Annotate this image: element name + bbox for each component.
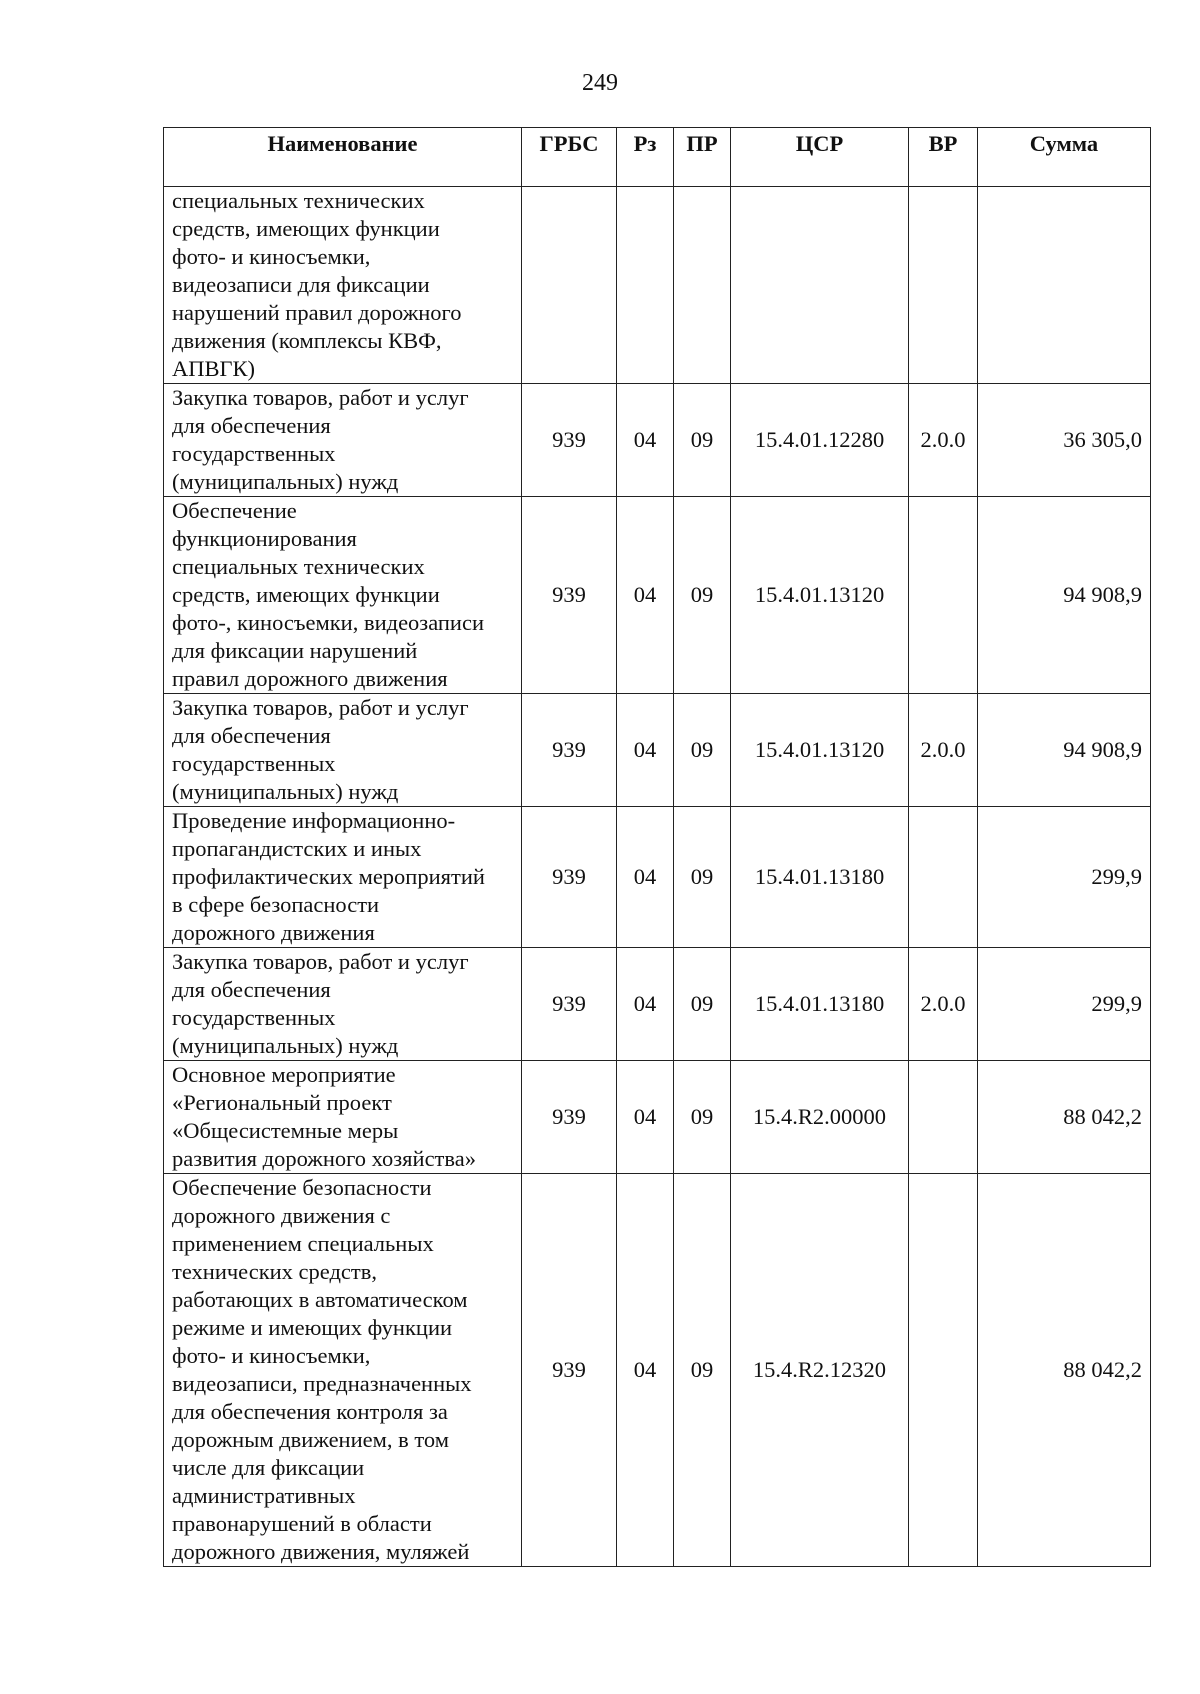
row-grbs: 939 [522, 948, 617, 1061]
row-name-line: режиме и имеющих функции [172, 1315, 453, 1340]
budget-table [163, 127, 1151, 1567]
row-name [164, 1174, 522, 1567]
row-name-line: применением специальных [172, 1231, 434, 1256]
row-name-line: видеозаписи для фиксации [172, 272, 430, 297]
row-rz: 04 [617, 384, 674, 497]
row-name-line: Закупка товаров, работ и услуг [172, 949, 469, 974]
row-vr [909, 497, 978, 694]
row-pr: 09 [674, 1174, 731, 1567]
row-name-line: движения (комплексы КВФ, [172, 328, 442, 353]
row-name-line: (муниципальных) нужд [172, 1033, 399, 1058]
row-csr: 15.4.01.13120 [731, 694, 909, 807]
header-pr: ПР [674, 128, 731, 187]
row-grbs: 939 [522, 497, 617, 694]
row-name-line: государственных [172, 751, 336, 776]
row-name [164, 187, 522, 384]
row-vr: 2.0.0 [909, 384, 978, 497]
row-name-line: для обеспечения [172, 723, 331, 748]
row-name [164, 1061, 522, 1174]
row-grbs: 939 [522, 694, 617, 807]
row-csr: 15.4.01.13180 [731, 807, 909, 948]
row-name-line: функционирования [172, 526, 357, 551]
row-name-line: пропагандистских и иных [172, 836, 422, 861]
header-sum: Сумма [978, 128, 1151, 187]
row-vr [909, 1174, 978, 1567]
row-pr: 09 [674, 1061, 731, 1174]
row-rz [617, 187, 674, 384]
row-vr: 2.0.0 [909, 694, 978, 807]
row-csr: 15.4.R2.00000 [731, 1061, 909, 1174]
row-name-line: фото- и киносъемки, [172, 1343, 371, 1368]
row-rz: 04 [617, 497, 674, 694]
row-csr: 15.4.01.13120 [731, 497, 909, 694]
table-row [164, 1174, 1151, 1567]
row-sum: 94 908,9 [978, 497, 1151, 694]
row-rz: 04 [617, 694, 674, 807]
row-sum: 88 042,2 [978, 1174, 1151, 1567]
page-number: 249 [582, 70, 618, 96]
row-name-line: для обеспечения [172, 977, 331, 1002]
row-name-line: средств, имеющих функции [172, 582, 440, 607]
row-sum: 299,9 [978, 807, 1151, 948]
row-name-line: Обеспечение [172, 498, 297, 523]
header-grbs: ГРБС [522, 128, 617, 187]
row-name-line: Основное мероприятие [172, 1062, 396, 1087]
row-rz: 04 [617, 1061, 674, 1174]
row-name-line: Проведение информационно- [172, 808, 456, 833]
row-name-line: АПВГК) [172, 356, 256, 381]
table-row [164, 1061, 1151, 1174]
row-pr [674, 187, 731, 384]
row-name-line: числе для фиксации [172, 1455, 365, 1480]
row-name-line: Закупка товаров, работ и услуг [172, 385, 469, 410]
table-body [164, 187, 1151, 1567]
row-name [164, 694, 522, 807]
header-name: Наименование [164, 128, 522, 187]
row-name-line: дорожного движения [172, 920, 375, 945]
row-csr: 15.4.01.12280 [731, 384, 909, 497]
row-pr: 09 [674, 694, 731, 807]
row-name-line: нарушений правил дорожного [172, 300, 462, 325]
row-name-line: Обеспечение безопасности [172, 1175, 432, 1200]
row-name-line: средств, имеющих функции [172, 216, 440, 241]
row-vr [909, 187, 978, 384]
row-sum: 88 042,2 [978, 1061, 1151, 1174]
row-name [164, 948, 522, 1061]
row-vr [909, 807, 978, 948]
row-name-line: (муниципальных) нужд [172, 779, 399, 804]
row-name-line: дорожного движения, муляжей [172, 1539, 470, 1564]
row-vr [909, 1061, 978, 1174]
row-sum: 94 908,9 [978, 694, 1151, 807]
row-name-line: специальных технических [172, 188, 425, 213]
row-csr [731, 187, 909, 384]
row-rz: 04 [617, 807, 674, 948]
row-sum: 36 305,0 [978, 384, 1151, 497]
row-name-line: государственных [172, 441, 336, 466]
row-name-line: видеозаписи, предназначенных [172, 1371, 472, 1396]
row-name-line: «Общесистемные меры [172, 1118, 399, 1143]
row-grbs: 939 [522, 384, 617, 497]
table-row [164, 384, 1151, 497]
row-csr: 15.4.01.13180 [731, 948, 909, 1061]
row-rz: 04 [617, 1174, 674, 1567]
row-rz: 04 [617, 948, 674, 1061]
header-vr: ВР [909, 128, 978, 187]
table-row [164, 694, 1151, 807]
table-row [164, 187, 1151, 384]
row-vr: 2.0.0 [909, 948, 978, 1061]
row-name-line: дорожным движением, в том [172, 1427, 449, 1452]
row-pr: 09 [674, 807, 731, 948]
header-rz: Рз [617, 128, 674, 187]
row-csr: 15.4.R2.12320 [731, 1174, 909, 1567]
row-name-line: развития дорожного хозяйства» [172, 1146, 476, 1171]
row-name-line: технических средств, [172, 1259, 377, 1284]
row-grbs: 939 [522, 1174, 617, 1567]
row-name [164, 384, 522, 497]
row-grbs: 939 [522, 1061, 617, 1174]
table-row [164, 948, 1151, 1061]
row-name-line: правил дорожного движения [172, 666, 448, 691]
row-sum [978, 187, 1151, 384]
row-name [164, 497, 522, 694]
row-name-line: (муниципальных) нужд [172, 469, 399, 494]
row-name-line: для фиксации нарушений [172, 638, 418, 663]
row-pr: 09 [674, 497, 731, 694]
row-name-line: для обеспечения [172, 413, 331, 438]
row-name [164, 807, 522, 948]
row-name-line: специальных технических [172, 554, 425, 579]
row-pr: 09 [674, 384, 731, 497]
row-name-line: для обеспечения контроля за [172, 1399, 448, 1424]
header-row [164, 128, 1151, 187]
row-name-line: фото- и киносъемки, [172, 244, 371, 269]
row-name-line: профилактических мероприятий [172, 864, 485, 889]
row-name-line: правонарушений в области [172, 1511, 432, 1536]
row-name-line: фото-, киносъемки, видеозаписи [172, 610, 484, 635]
row-sum: 299,9 [978, 948, 1151, 1061]
row-grbs: 939 [522, 807, 617, 948]
row-name-line: административных [172, 1483, 356, 1508]
table-row [164, 497, 1151, 694]
row-name-line: дорожного движения с [172, 1203, 391, 1228]
row-name-line: Закупка товаров, работ и услуг [172, 695, 469, 720]
row-name-line: государственных [172, 1005, 336, 1030]
row-name-line: работающих в автоматическом [172, 1287, 468, 1312]
row-name-line: в сфере безопасности [172, 892, 380, 917]
row-name-line: «Региональный проект [172, 1090, 392, 1115]
table-row [164, 807, 1151, 948]
row-grbs [522, 187, 617, 384]
header-csr: ЦСР [731, 128, 909, 187]
row-pr: 09 [674, 948, 731, 1061]
